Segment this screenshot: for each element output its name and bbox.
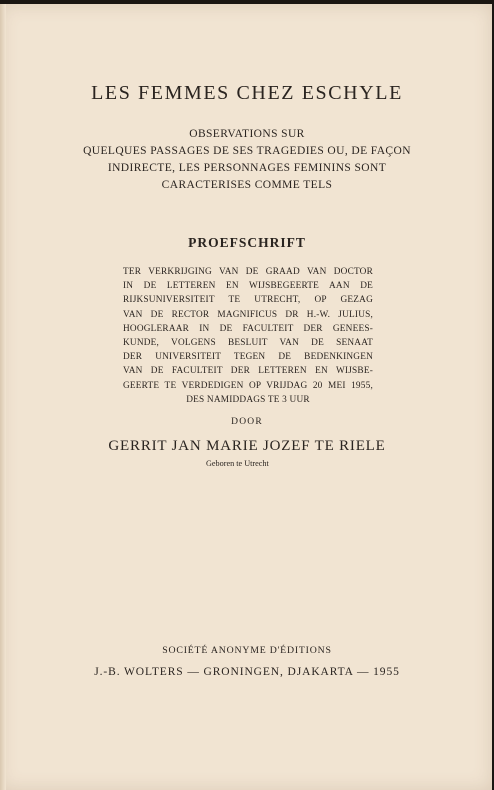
subtitle-line: OBSERVATIONS SUR — [189, 128, 305, 140]
subtitle-line: INDIRECTE, LES PERSONNAGES FEMININS SONT — [107, 162, 387, 174]
thesis-heading: PROEFSCHRIFT — [188, 235, 306, 250]
publisher-name: SOCIÉTÉ ANONYME D'ÉDITIONS — [162, 645, 332, 656]
book-title: LES FEMMES CHEZ ESCHYLE — [91, 82, 403, 104]
author-birthplace: Geboren te Utrecht — [206, 459, 269, 468]
thesis-line: KUNDE, VOLGENS BESLUIT VAN DE SENAAT — [123, 338, 373, 349]
author-name: GERRIT JAN MARIE JOZEF TE RIELE — [108, 438, 386, 454]
thesis-line: GEERTE TE VERDEDIGEN OP VRIJDAG 20 MEI 1955, — [123, 380, 373, 391]
thesis-line: DER UNIVERSITEIT TEGEN DE BEDENKINGEN — [123, 352, 373, 363]
book-page — [0, 4, 492, 790]
publisher-imprint: J.-B. WOLTERS — GRONINGEN, DJAKARTA — 1955 — [94, 666, 400, 678]
thesis-line: RIJKSUNIVERSITEIT TE UTRECHT, OP GEZAG — [123, 295, 373, 306]
book-subtitle — [0, 126, 494, 194]
thesis-statement — [123, 265, 373, 407]
thesis-line: TER VERKRIJGING VAN DE GRAAD VAN DOCTOR — [123, 267, 373, 277]
subtitle-line: CARACTERISES COMME TELS — [161, 179, 333, 191]
subtitle-line: QUELQUES PASSAGES DE SES TRAGEDIES OU, DE FAÇON — [83, 145, 411, 157]
thesis-line: VAN DE FACULTEIT DER LETTEREN EN WIJSBE- — [123, 366, 373, 377]
by-label: DOOR — [231, 417, 263, 427]
thesis-line: VAN DE RECTOR MAGNIFICUS DR H.-W. JULIUS, — [123, 309, 373, 320]
thesis-line: IN DE LETTEREN EN WIJSBEGEERTE AAN DE — [123, 281, 373, 292]
thesis-line: HOOGLERAAR IN DE FACULTEIT DER GENEES- — [123, 323, 373, 334]
thesis-line: DES NAMIDDAGS TE 3 UUR — [186, 394, 310, 405]
